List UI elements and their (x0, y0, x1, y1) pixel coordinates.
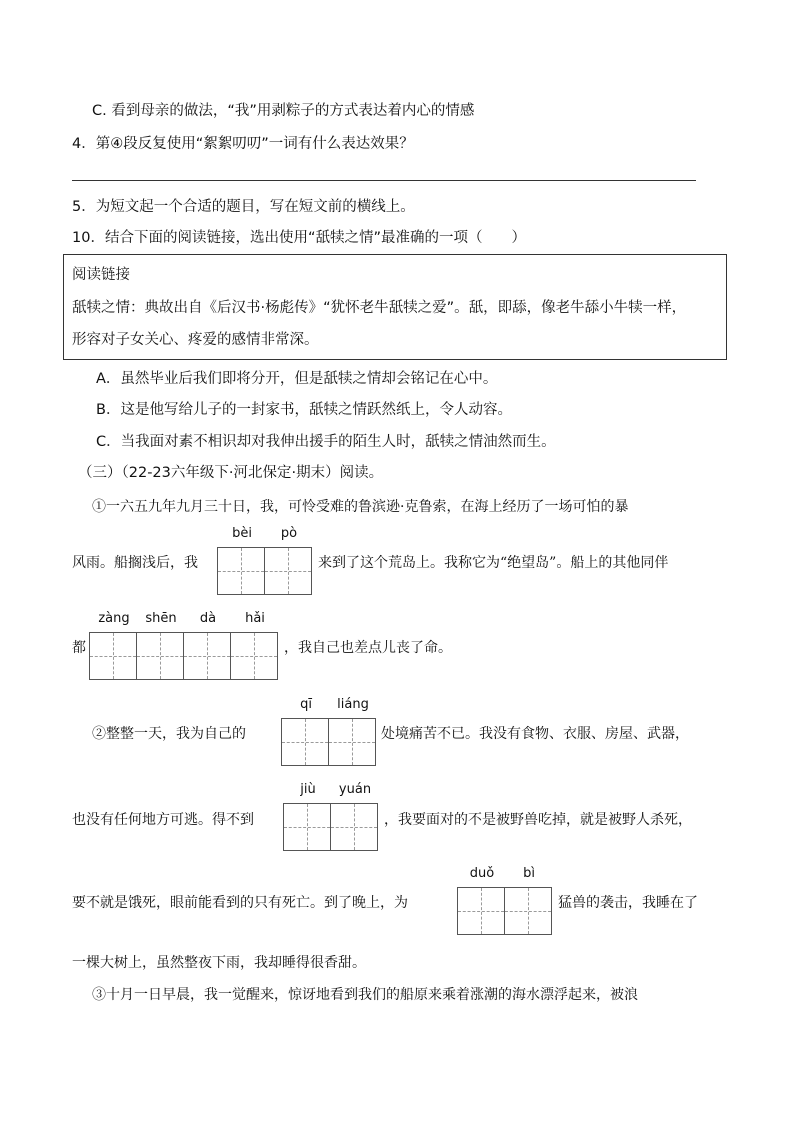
pinyin-label: zàng (98, 611, 130, 626)
pinyin-label: hǎi (245, 611, 265, 626)
passage-p2-line3b: 猛兽的袭击，我睡在了 (558, 895, 698, 911)
passage-p2-line4: 一棵大树上，虽然整夜下雨，我却睡得很香甜。 (72, 955, 366, 971)
reading-link-title: 阅读链接 (72, 267, 130, 283)
option-c-q3: C. 看到母亲的做法，“我”用剥粽子的方式表达着内心的情感 (92, 103, 475, 119)
passage-p3-line1: ③十月一日早晨，我一觉醒来，惊讶地看到我们的船原来乘着涨潮的海水漂浮起来，被浪 (92, 987, 638, 1003)
char-box[interactable] (330, 782, 378, 851)
question-5: 5．为短文起一个合适的题目，写在短文前的横线上。 (72, 199, 415, 215)
pinyin-label: jiù (300, 782, 316, 797)
passage-p1-line2b: 来到了这个荒岛上。我称它为“绝望岛”。船上的其他同伴 (318, 555, 669, 571)
pinyin-grid-duobi (457, 866, 551, 935)
pinyin-grid-qiliang (281, 697, 375, 766)
char-box[interactable] (136, 611, 184, 680)
pinyin-label: bèi (232, 526, 252, 541)
reading-link-text-1: 舐犊之情：典故出自《后汉书·杨彪传》“犹怀老牛舐犊之爱”。舐，即舔，像老牛舔小牛犊一样， (72, 300, 687, 316)
pinyin-label: bì (523, 866, 535, 881)
char-box[interactable] (89, 611, 137, 680)
passage-p2-line3a: 要不就是饿死，眼前能看到的只有死亡。到了晚上，为 (72, 895, 408, 911)
passage-p2-line1a: ②整整一天，我为自己的 (92, 726, 246, 742)
passage-p1-line2a: 风雨。船搁浅后，我 (72, 555, 198, 571)
pinyin-label: duǒ (469, 866, 495, 881)
pinyin-label: shēn (145, 611, 177, 626)
reading-link-text-2: 形容对子女关心、疼爱的感情非常深。 (72, 332, 319, 348)
char-box[interactable] (328, 697, 376, 766)
section-3-heading: （三）（22-23六年级下·河北保定·期末）阅读。 (78, 465, 384, 481)
option-c: C．当我面对素不相识却对我伸出援手的陌生人时，舐犊之情油然而生。 (96, 434, 556, 450)
pinyin-label: liáng (337, 697, 369, 712)
passage-p2-line2a: 也没有任何地方可逃。得不到 (72, 812, 254, 828)
char-box[interactable] (217, 526, 265, 595)
pinyin-label: qī (300, 697, 312, 712)
char-box[interactable] (264, 526, 312, 595)
pinyin-grid-jiuyuan (283, 782, 377, 851)
passage-p2-line2b: ，我要面对的不是被野兽吃掉，就是被野人杀死， (384, 812, 692, 828)
char-box[interactable] (281, 697, 329, 766)
passage-p1-line3b: ，我自己也差点儿丧了命。 (284, 640, 452, 656)
char-box[interactable] (230, 611, 278, 680)
pinyin-grid-beipo (217, 526, 311, 595)
pinyin-grid-zangshendahai (89, 611, 277, 680)
passage-p1-line3a: 都 (72, 640, 86, 656)
passage-p2-line1b: 处境痛苦不已。我没有食物、衣服、房屋、武器， (381, 726, 689, 742)
pinyin-label: pò (280, 526, 298, 541)
passage-p1-line1: ①一六五九年九月三十日，我，可怜受难的鲁滨逊·克鲁索，在海上经历了一场可怕的暴 (92, 499, 629, 515)
answer-line[interactable] (72, 180, 696, 181)
char-box[interactable] (283, 782, 331, 851)
char-box[interactable] (504, 866, 552, 935)
pinyin-label: dà (199, 611, 217, 626)
char-box[interactable] (183, 611, 231, 680)
pinyin-label: yuán (338, 782, 372, 797)
option-a: A．虽然毕业后我们即将分开，但是舐犊之情却会铭记在心中。 (96, 371, 498, 387)
option-b: B．这是他写给儿子的一封家书，舐犊之情跃然纸上，令人动容。 (96, 402, 512, 418)
question-10: 10．结合下面的阅读链接，选出使用“舐犊之情”最准确的一项（ ） (72, 230, 526, 246)
question-4: 4．第④段反复使用“絮絮叨叨”一词有什么表达效果？ (72, 136, 414, 152)
char-box[interactable] (457, 866, 505, 935)
